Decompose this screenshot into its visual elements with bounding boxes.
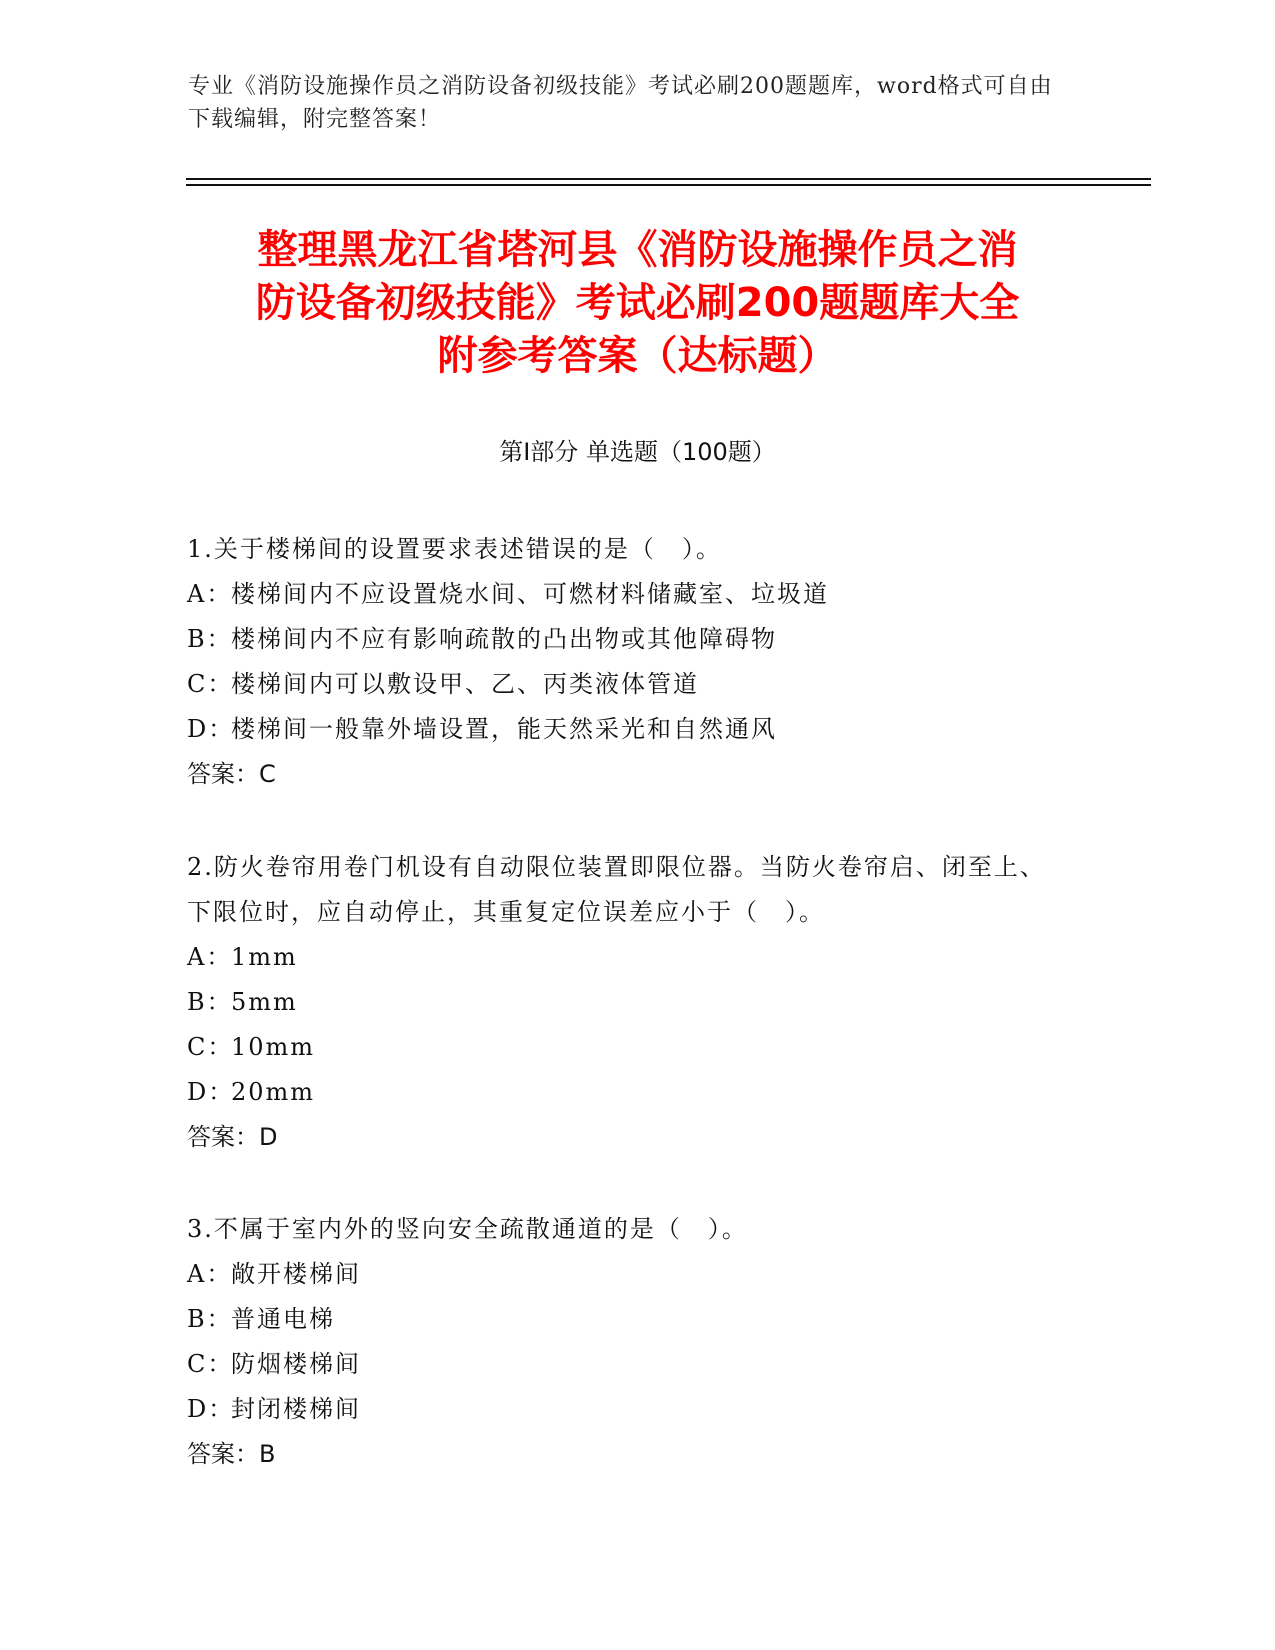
option-c [187,1342,1067,1387]
answer: 答案：B [187,1440,276,1468]
document-title [150,224,1125,383]
option-a [187,572,1067,617]
title-line: 整理黑龙江省塔河县《消防设施操作员之消 [257,227,1018,273]
option-key: A： [187,943,233,971]
option-d [187,1387,1067,1432]
option-key: A： [187,580,233,608]
question-stem: 3.不属于室内外的竖向安全疏散通道的是（ ）。 [187,1215,748,1243]
answer: 答案：C [187,760,276,788]
option-text: 封闭楼梯间 [231,1395,361,1423]
question-stem: 1.关于楼梯间的设置要求表述错误的是（ ）。 [187,535,722,563]
option-key: C： [187,1350,234,1378]
option-a [187,1252,1067,1297]
option-a [187,935,1067,980]
option-text: 楼梯间内可以敷设甲、乙、丙类液体管道 [231,670,699,698]
option-text: 楼梯间一般靠外墙设置，能天然采光和自然通风 [231,715,777,743]
question-3 [187,1207,1067,1477]
answer: 答案：D [187,1123,278,1151]
option-text: 10mm [231,1033,316,1061]
header-rule-bottom [186,184,1151,186]
option-text: 20mm [231,1078,316,1106]
option-key: B： [187,1305,233,1333]
option-key: C： [187,670,234,698]
option-key: D： [187,1078,235,1106]
header-rule-top [186,178,1151,180]
option-d [187,1070,1067,1115]
section-title: 第Ⅰ部分 单选题（100题） [499,438,776,466]
option-key: D： [187,715,235,743]
title-line: 附参考答案（达标题） [437,333,838,379]
option-d [187,707,1067,752]
option-text: 5mm [231,988,298,1016]
option-c [187,1025,1067,1070]
option-b [187,980,1067,1025]
option-text: 1mm [231,943,298,971]
option-b [187,1297,1067,1342]
option-text: 防烟楼梯间 [231,1350,361,1378]
header-note: 专业《消防设施操作员之消防设备初级技能》考试必刷200题题库，word格式可自由下载编辑，附完整答案！ [188,74,1053,132]
option-key: A： [187,1260,233,1288]
option-text: 普通电梯 [231,1305,335,1333]
question-2 [187,845,1067,1160]
question-1 [187,527,1067,797]
option-text: 楼梯间内不应设置烧水间、可燃材料储藏室、垃圾道 [231,580,829,608]
option-c [187,662,1067,707]
question-stem: 2.防火卷帘用卷门机设有自动限位装置即限位器。当防火卷帘启、闭至上、下限位时，应自动停止，其重复定位误差应小于（ ）。 [187,853,1046,926]
option-text: 敞开楼梯间 [231,1260,361,1288]
option-key: C： [187,1033,234,1061]
option-key: D： [187,1395,235,1423]
option-key: B： [187,625,233,653]
option-text: 楼梯间内不应有影响疏散的凸出物或其他障碍物 [231,625,777,653]
option-b [187,617,1067,662]
title-line: 防设备初级技能》考试必刷200题题库大全 [255,280,1020,326]
option-key: B： [187,988,233,1016]
